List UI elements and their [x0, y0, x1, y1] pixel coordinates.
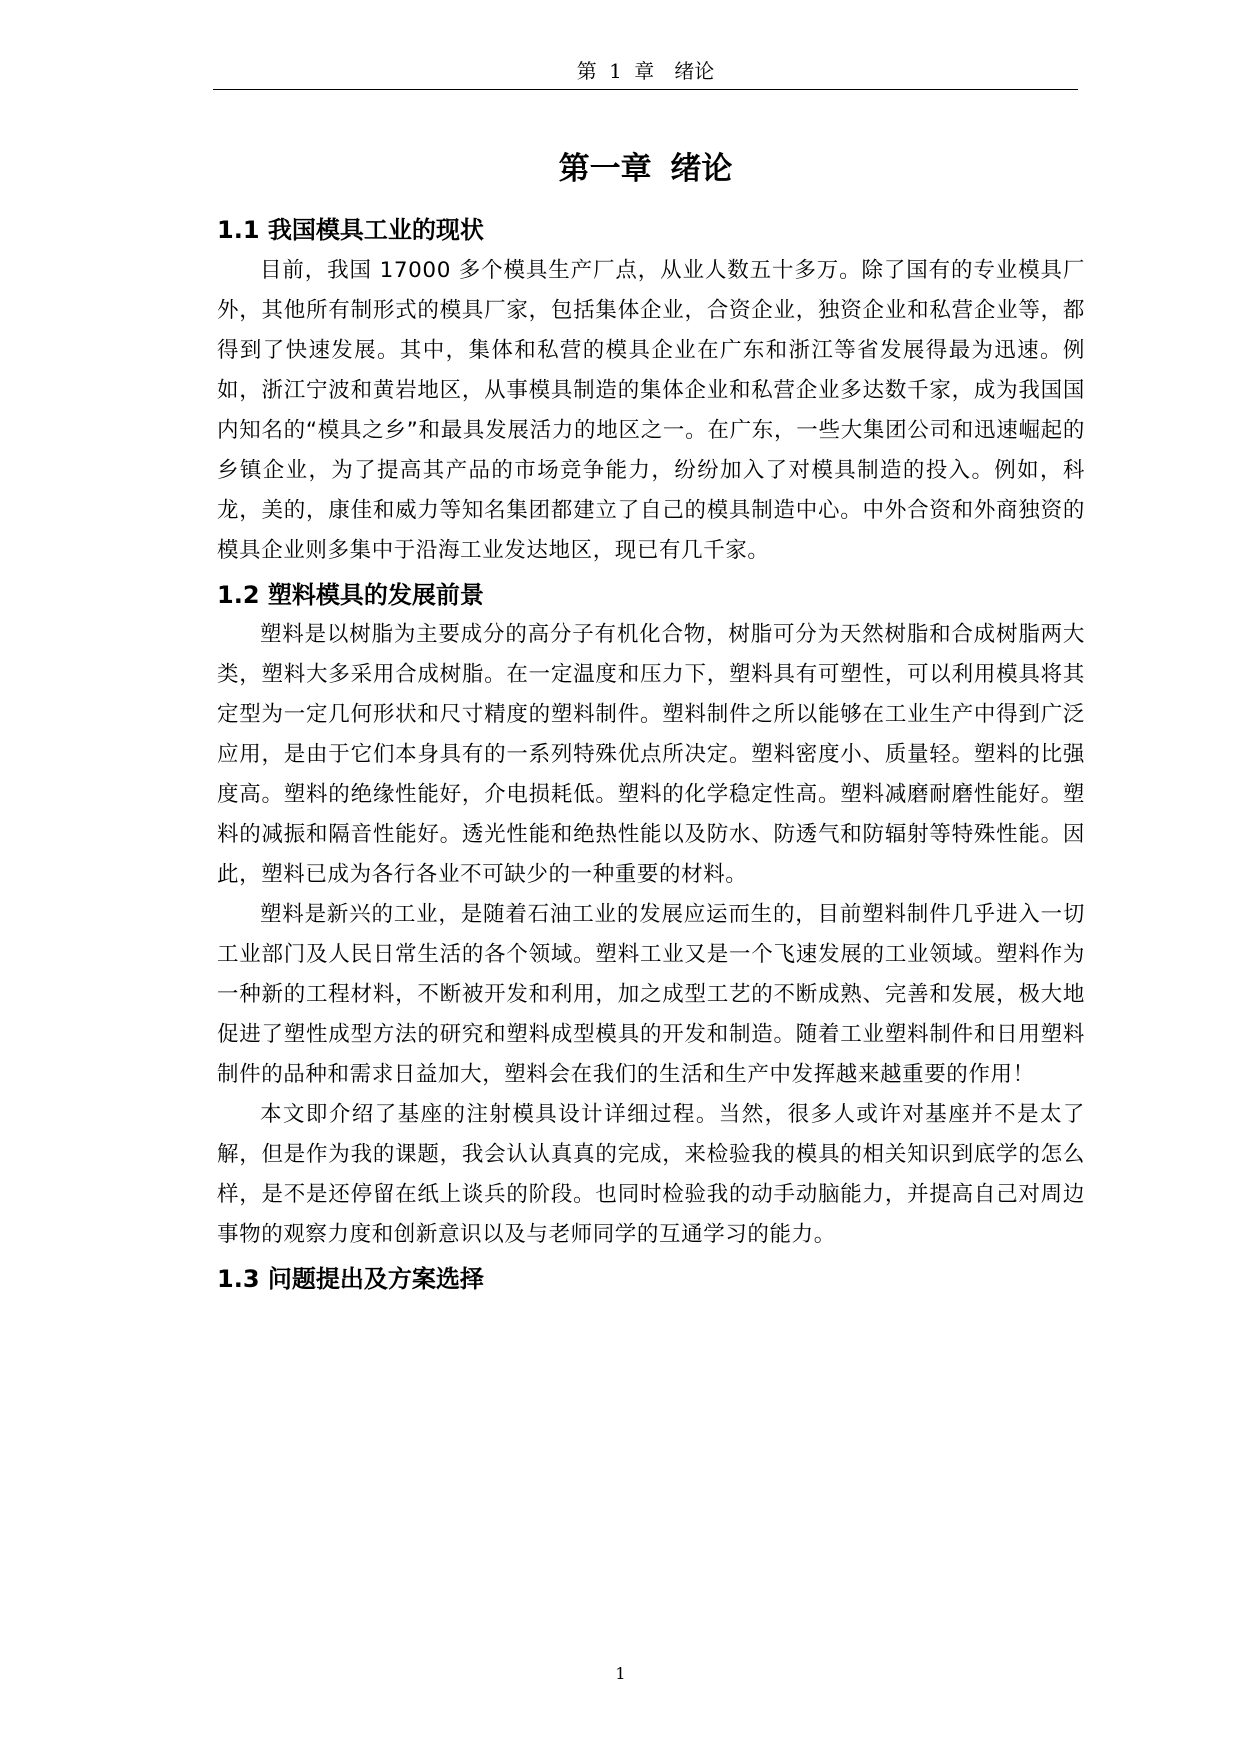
paragraph: 本文即介绍了基座的注射模具设计详细过程。当然，很多人或许对基座并不是太了解，但是作为我的课题，我会认认真真的完成，来检验我的模具的相关知识到底学的怎么样，是不是还停留在纸上谈兵的阶段。也同时检验我的动手动脑能力，并提高自己对周边事物的观察力度和创新意识以及与老师同学的互通学习的能力。	[217, 1102, 1085, 1247]
section-heading-1-2: 1.2 塑料模具的发展前景	[217, 581, 484, 609]
chapter-title: 第一章 绪论	[558, 151, 733, 187]
section-heading-1-3: 1.3 问题提出及方案选择	[217, 1265, 484, 1293]
paragraph: 目前，我国 17000 多个模具生产厂点，从业人数五十多万。除了国有的专业模具厂外，其他所有制形式的模具厂家，包括集体企业，合资企业，独资企业和私营企业等，都得到了快速发展。其中，集体和私营的模具企业在广东和浙江等省发展得最为迅速。例如，浙江宁波和黄岩地区，从事模具制造的集体企业和私营企业多达数千家，成为我国国内知名的“模具之乡”和最具发展活力的地区之一。在广东，一些大集团公司和迅速崛起的乡镇企业，为了提高其产品的市场竞争能力，纷纷加入了对模具制造的投入。例如，科龙，美的，康佳和威力等知名集团都建立了自己的模具制造中心。中外合资和外商独资的模具企业则多集中于沿海工业发达地区，现已有几千家。	[217, 258, 1085, 563]
section-heading-1-1: 1.1 我国模具工业的现状	[217, 216, 484, 244]
page-number: 1	[615, 1664, 626, 1683]
header-rule	[213, 89, 1078, 90]
paragraph: 塑料是以树脂为主要成分的高分子有机化合物，树脂可分为天然树脂和合成树脂两大类，塑料大多采用合成树脂。在一定温度和压力下，塑料具有可塑性，可以利用模具将其定型为一定几何形状和尺寸精度的塑料制件。塑料制件之所以能够在工业生产中得到广泛应用，是由于它们本身具有的一系列特殊优点所决定。塑料密度小、质量轻。塑料的比强度高。塑料的绝缘性能好，介电损耗低。塑料的化学稳定性高。塑料减磨耐磨性能好。塑料的减振和隔音性能好。透光性能和绝热性能以及防水、防透气和防辐射等特殊性能。因此，塑料已成为各行各业不可缺少的一种重要的材料。	[217, 622, 1085, 887]
running-header: 第 1 章 绪论	[576, 59, 715, 83]
body-content	[217, 210, 1085, 1299]
paragraph: 塑料是新兴的工业，是随着石油工业的发展应运而生的，目前塑料制件几乎进入一切工业部门及人民日常生活的各个领域。塑料工业又是一个飞速发展的工业领域。塑料作为一种新的工程材料，不断被开发和利用，加之成型工艺的不断成熟、完善和发展，极大地促进了塑性成型方法的研究和塑料成型模具的开发和制造。随着工业塑料制件和日用塑料制件的品种和需求日益加大，塑料会在我们的生活和生产中发挥越来越重要的作用！	[217, 902, 1085, 1087]
